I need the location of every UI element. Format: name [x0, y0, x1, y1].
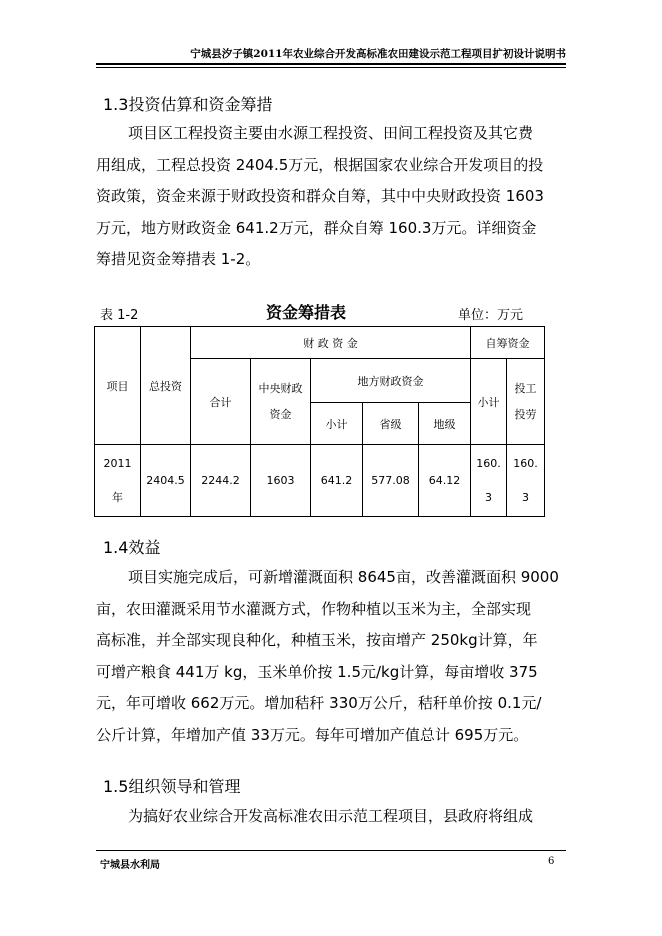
paragraph-line: 筹措见资金筹措表 1-2。	[96, 250, 261, 268]
paragraph-line: 高标准，并全部实现良种化，种植玉米，按亩增产 250kg计算，年	[96, 631, 538, 649]
header-subtotal: 小计	[311, 403, 363, 445]
header-self-subtotal: 小计	[471, 359, 507, 445]
cell-sum: 2244.2	[191, 445, 251, 517]
cell-total: 2404.5	[141, 445, 191, 517]
paragraph-line: 项目区工程投资主要由水源工程投资、田间工程投资及其它费	[128, 124, 534, 142]
cell-self-subtotal-line2: 3	[485, 490, 492, 504]
paragraph-benefit	[96, 562, 566, 751]
paragraph-line: 资政策，资金来源于财政投资和群众自筹，其中中央财政投资 1603	[96, 187, 544, 205]
paragraph-line: 公斤计算，年增加产值 33万元。每年可增加产值总计 695万元。	[96, 725, 529, 744]
cell-labor-line1: 160.	[513, 456, 538, 470]
table-row	[95, 445, 545, 517]
cell-self-subtotal	[471, 445, 507, 517]
cell-labor-line2: 3	[522, 490, 529, 504]
header-item: 项目	[95, 327, 141, 445]
header-central-line1: 中央财政	[258, 381, 303, 395]
header-self: 自筹资金	[471, 327, 545, 359]
header-central-line2: 资金	[269, 407, 292, 421]
section-heading-1-3: 1.3投资估算和资金筹措	[103, 95, 273, 114]
cell-self-subtotal-line1: 160.	[476, 456, 501, 470]
footer-org: 宁城县水利局	[100, 860, 160, 871]
paragraph-line: 项目实施完成后，可新增灌溉面积 8645亩，改善灌溉面积 9000	[128, 568, 559, 586]
paragraph-line: 可增产粮食 441万 kg，玉米单价按 1.5元/kg计算，每亩增收 375	[96, 662, 538, 681]
header-total: 总投资	[141, 327, 191, 445]
header-provincial: 省级	[363, 403, 419, 445]
table-label: 表 1-2	[100, 308, 139, 323]
paragraph-line: 为搞好农业综合开发高标准农田示范工程项目，县政府将组成	[128, 807, 534, 825]
paragraph-line: 用组成，工程总投资 2404.5万元，根据国家农业综合开发项目的投	[96, 155, 544, 174]
paragraph-investment	[96, 118, 566, 276]
header-local: 地方财政资金	[311, 359, 471, 403]
fund-table	[94, 326, 545, 517]
cell-provincial: 577.08	[363, 445, 419, 517]
paragraph-line: 亩，农田灌溉采用节水灌溉方式，作物种植以玉米为主，全部实现	[96, 599, 532, 618]
header-rule-thin	[96, 67, 566, 68]
header-central	[251, 359, 311, 445]
header-labor	[507, 359, 545, 445]
section-heading-1-5: 1.5组织领导和管理	[103, 777, 241, 796]
page-number: 6	[548, 856, 555, 867]
paragraph-organization	[96, 801, 566, 833]
page-header: 宁城县汐子镇2011年农业综合开发高标准农田建设示范工程项目扩初设计说明书	[190, 48, 566, 60]
header-local-level: 地级	[419, 403, 471, 445]
table-unit: 单位：万元	[458, 308, 524, 323]
cell-item-line1: 2011	[103, 456, 132, 470]
section-heading-1-4: 1.4效益	[103, 538, 161, 557]
paragraph-line: 元，年可增收 662万元。增加秸秆 330万公斤，秸秆单价按 0.1元/	[96, 694, 542, 712]
paragraph-line: 万元，地方财政资金 641.2万元，群众自筹 160.3万元。详细资金	[96, 218, 537, 237]
table-title: 资金筹措表	[266, 303, 347, 322]
header-fiscal: 财 政 资 金	[191, 327, 471, 359]
cell-item	[95, 445, 141, 517]
cell-labor	[507, 445, 545, 517]
header-labor-line2: 投劳	[514, 407, 537, 421]
footer-rule	[96, 850, 566, 851]
cell-local-subtotal: 641.2	[311, 445, 363, 517]
cell-item-line2: 年	[112, 490, 123, 504]
header-rule	[96, 63, 566, 65]
header-labor-line1: 投工	[514, 381, 537, 395]
cell-central: 1603	[251, 445, 311, 517]
cell-local-level: 64.12	[419, 445, 471, 517]
header-sum: 合计	[191, 359, 251, 445]
